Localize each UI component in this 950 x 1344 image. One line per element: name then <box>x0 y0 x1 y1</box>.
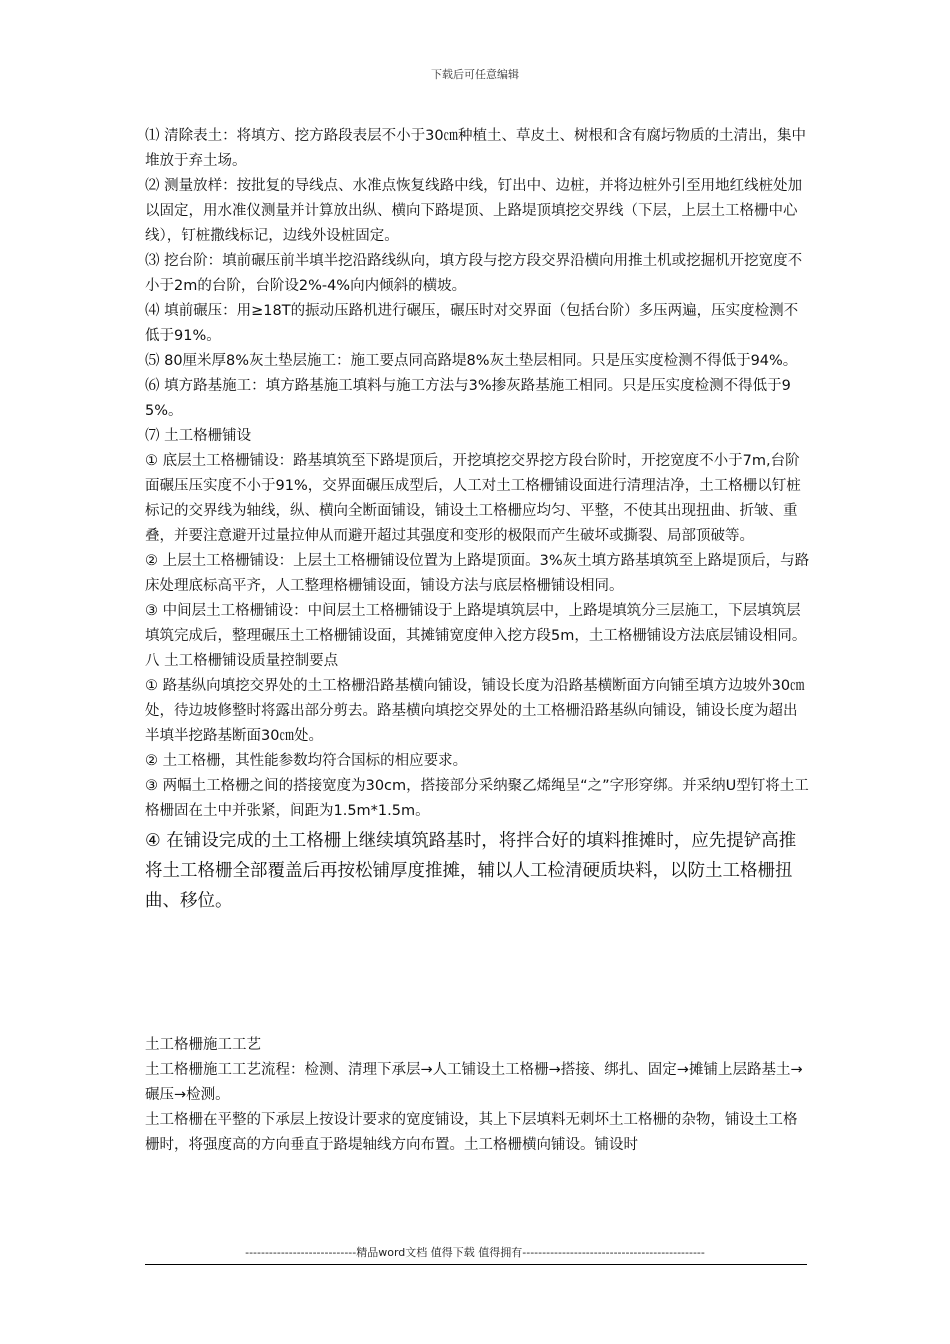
blank-space <box>145 916 810 1033</box>
paragraph: ③ 中间层土工格栅铺设：中间层土工格栅铺设于上路堤填筑层中，上路堤填筑分三层施工，下层填筑层填筑完成后，整理碾压土工格栅铺设面，其摊铺宽度伸入挖方段5m，土工格栅铺设方法底层铺设相同。 <box>145 603 807 644</box>
paragraph: ⑷ 填前碾压：用≥18T的振动压路机进行碾压，碾压时对交界面（包括台阶）多压两遍，压实度检测不低于91%。 <box>145 303 799 344</box>
paragraph: ③ 两幅土工格栅之间的搭接宽度为30cm，搭接部分采纳聚乙烯绳呈“之”字形穿绑。并采纳U型钉将土工格栅固在土中并张紧，间距为1.5m*1.5m。 <box>145 778 809 819</box>
paragraph: ② 土工格栅，其性能参数均符合国标的相应要求。 <box>145 753 468 769</box>
paragraph: ⑹ 填方路基施工：填方路基施工填料与施工方法与3%掺灰路基施工相同。只是压实度检测不得低于95%。 <box>145 378 791 419</box>
paragraph: ⑺ 土工格栅铺设 <box>145 428 252 444</box>
paragraph-large: ④ 在铺设完成的土工格栅上继续填筑路基时，将拌合好的填料推摊时，应先提铲高推将土工格栅全部覆盖后再按松铺厚度推摊，辅以人工检清硬质块料，以防土工格栅扭曲、移位。 <box>145 831 797 911</box>
paragraph: ⑶ 挖台阶：填前碾压前半填半挖沿路线纵向，填方段与挖方段交界沿横向用推土机或挖掘机开挖宽度不小于2m的台阶，台阶设2%-4%向内倾斜的横坡。 <box>145 253 803 294</box>
paragraph: 土工格栅在平整的下承层上按设计要求的宽度铺设，其上下层填料无刺坏土工格栅的杂物，铺设土工格栅时，将强度高的方向垂直于路堤轴线方向布置。土工格栅横向铺设。铺设时 <box>145 1112 798 1153</box>
page-footer: ----------------------------精品word文档 值得下载 值得拥有---------------------------------------------- <box>245 1246 705 1259</box>
page-header: 下载后可任意编辑 <box>431 68 519 81</box>
paragraph: ② 上层土工格栅铺设：上层土工格栅铺设位置为上路堤顶面。3%灰土填方路基填筑至上路堤顶后，与路床处理底标高平齐，人工整理格栅铺设面，铺设方法与底层格栅铺设相同。 <box>145 553 810 594</box>
paragraph: ⑴ 清除表土：将填方、挖方路段表层不小于30㎝种植土、草皮土、树根和含有腐圬物质的土清出，集中堆放于弃土场。 <box>145 128 807 169</box>
document-body <box>145 124 810 1158</box>
section-heading: 八 土工格栅铺设质量控制要点 <box>145 653 339 669</box>
paragraph: 土工格栅施工工艺流程：检测、清理下承层→人工铺设土工格栅→搭接、绑扎、固定→摊铺上层路基土→碾压→检测。 <box>145 1062 803 1103</box>
footer-divider <box>145 1264 807 1265</box>
paragraph: ⑸ 80厘米厚8%灰土垫层施工：施工要点同高路堤8%灰土垫层相同。只是压实度检测不得低于94%。 <box>145 353 798 369</box>
section-title: 土工格栅施工工艺 <box>145 1037 261 1053</box>
paragraph: ① 路基纵向填挖交界处的土工格栅沿路基横向铺设，铺设长度为沿路基横断面方向铺至填方边坡外30㎝处，待边坡修整时将露出部分剪去。路基横向填挖交界处的土工格栅沿路基纵向铺设，铺设长度为超出半填半挖路基断面30㎝处。 <box>145 678 805 744</box>
paragraph: ⑵ 测量放样：按批复的导线点、水准点恢复线路中线，钉出中、边桩，并将边桩外引至用地红线桩处加以固定，用水准仪测量并计算放出纵、横向下路堤顶、上路堤顶填挖交界线（下层，上层土工格栅中心线），钉桩撒线标记，边线外设桩固定。 <box>145 178 803 244</box>
paragraph: ① 底层土工格栅铺设：路基填筑至下路堤顶后，开挖填挖交界挖方段台阶时，开挖宽度不小于7m,台阶面碾压压实度不小于91%，交界面碾压成型后，人工对土工格栅铺设面进行清理洁净，土工格栅以钉桩标记的交界线为轴线，纵、横向全断面铺设，铺设土工格栅应均匀、平整，不使其出现扭曲、折皱、重叠，并要注意避开过量拉伸从而避开超过其强度和变形的极限而产生破坏或撕裂、局部顶破等。 <box>145 453 801 544</box>
